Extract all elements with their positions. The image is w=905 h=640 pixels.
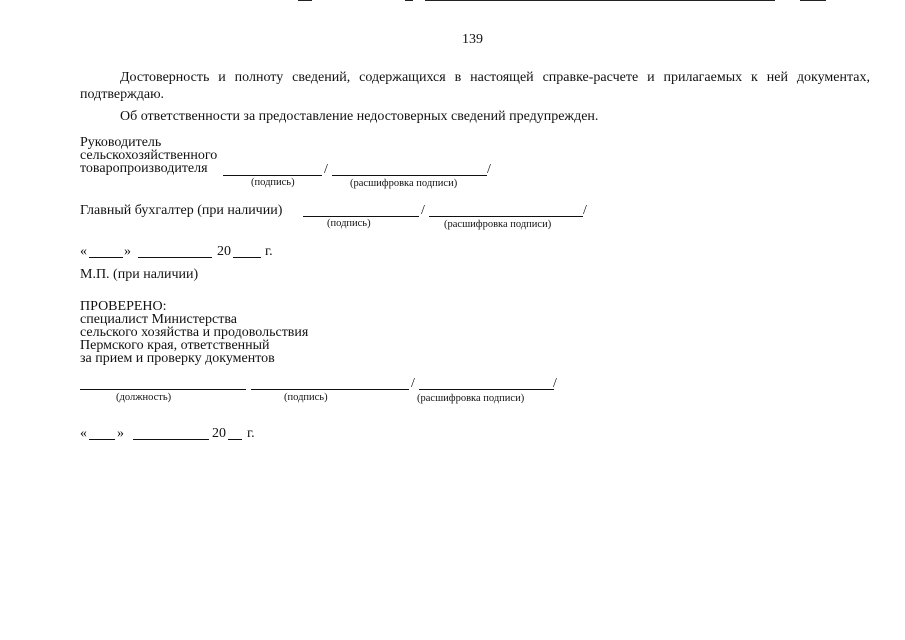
checked-slash: / <box>411 376 415 391</box>
date-month-field[interactable] <box>133 439 209 440</box>
top-edge-mark <box>298 0 312 1</box>
checked-decoding-field[interactable] <box>419 389 554 390</box>
checked-signature-field[interactable] <box>251 389 409 390</box>
date-close-quote: » <box>124 244 131 259</box>
head-title-block <box>80 136 217 175</box>
date-month-field[interactable] <box>138 257 212 258</box>
chief-accountant-signature-field[interactable] <box>303 216 419 217</box>
stamp-place-label: М.П. (при наличии) <box>80 267 199 282</box>
checked-line: сельского хозяйства и продовольствия <box>80 325 309 340</box>
date-year-field[interactable] <box>228 439 242 440</box>
checked-block <box>80 300 308 365</box>
chief-accountant-decoding-field[interactable] <box>429 216 583 217</box>
checked-line: за прием и проверку документов <box>80 351 275 366</box>
date-year-prefix: 20 <box>217 244 231 259</box>
date-day-field[interactable] <box>89 439 115 440</box>
date-open-quote: « <box>80 426 87 441</box>
checked-decoding-caption: (расшифровка подписи) <box>417 393 525 404</box>
head-title-line: Руководитель <box>80 135 162 150</box>
checked-position-caption: (должность) <box>116 392 172 403</box>
checked-heading: ПРОВЕРЕНО: <box>80 299 167 314</box>
date-close-quote: » <box>117 426 124 441</box>
head-slash: / <box>487 162 491 177</box>
page-number: 139 <box>462 32 483 47</box>
chief-accountant-slash: / <box>583 203 587 218</box>
chief-accountant-slash: / <box>421 203 425 218</box>
date-day-field[interactable] <box>89 257 123 258</box>
date-year-field[interactable] <box>233 257 261 258</box>
head-title-line: сельскохозяйственного <box>80 148 218 163</box>
chief-accountant-label: Главный бухгалтер (при наличии) <box>80 203 283 218</box>
checked-signature-caption: (подпись) <box>284 392 328 403</box>
top-edge-mark <box>800 0 826 1</box>
certification-paragraph-1: Достоверность и полноту сведений, содержащихся в настоящей справке-расчете и прилагаемых к ней документах, подтверждаю. <box>80 70 870 102</box>
top-edge-mark <box>405 0 413 1</box>
top-edge-line <box>425 0 775 1</box>
head-signature-caption: (подпись) <box>251 177 295 188</box>
date-open-quote: « <box>80 244 87 259</box>
head-decoding-field[interactable] <box>332 175 487 176</box>
chief-accountant-decoding-caption: (расшифровка подписи) <box>444 219 552 230</box>
date-year-suffix: г. <box>247 426 255 441</box>
checked-position-field[interactable] <box>80 389 246 390</box>
chief-accountant-signature-caption: (подпись) <box>327 218 371 229</box>
date-year-suffix: г. <box>265 244 273 259</box>
checked-slash: / <box>553 376 557 391</box>
head-signature-field[interactable] <box>223 175 322 176</box>
checked-line: специалист Министерства <box>80 312 237 327</box>
head-decoding-caption: (расшифровка подписи) <box>350 178 458 189</box>
certification-paragraph-2: Об ответственности за предоставление недостоверных сведений предупрежден. <box>120 109 599 124</box>
head-title-line: товаропроизводителя <box>80 161 208 176</box>
date-year-prefix: 20 <box>212 426 226 441</box>
head-slash: / <box>324 162 328 177</box>
checked-line: Пермского края, ответственный <box>80 338 270 353</box>
